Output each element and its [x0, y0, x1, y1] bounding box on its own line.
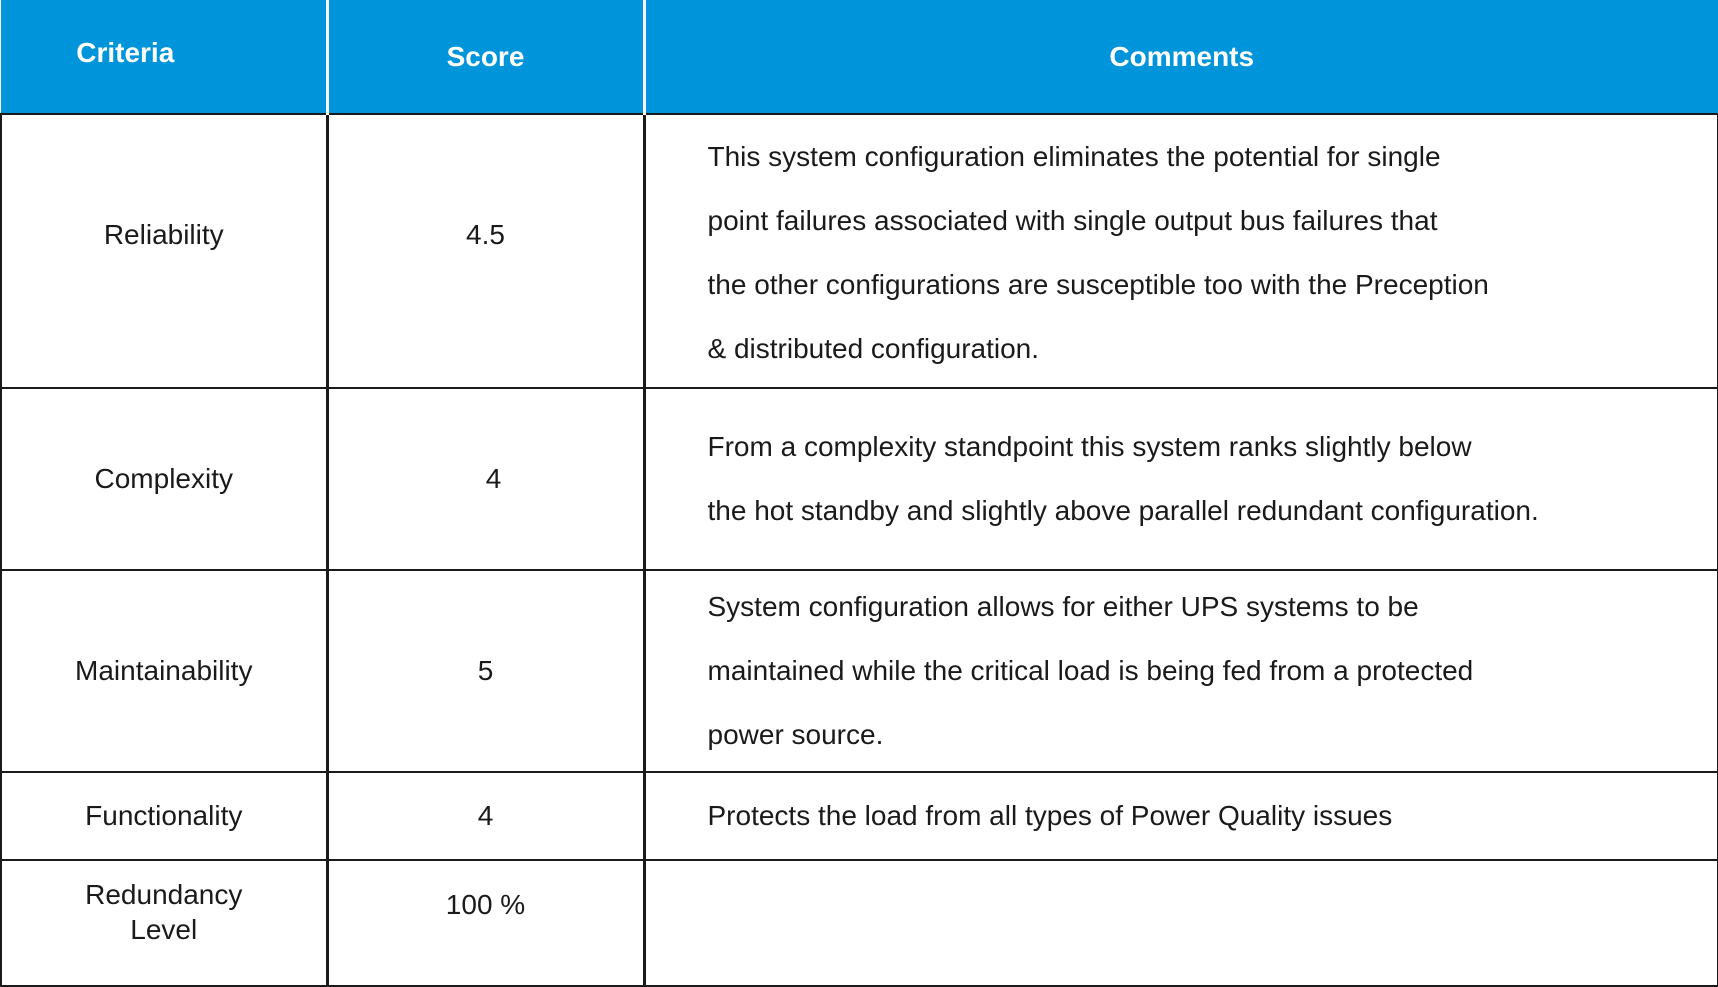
comment-line: the hot standby and slightly above parallel redundant configuration.	[707, 495, 1539, 526]
comment-line: From a complexity standpoint this system ranks slightly below	[707, 431, 1472, 462]
header-score-label: Score	[446, 40, 525, 72]
score-functionality: 4	[477, 800, 494, 831]
table-row	[1, 860, 1718, 986]
criteria-redundancy-line: Redundancy	[85, 879, 243, 910]
header-criteria	[1, 0, 327, 114]
criteria-cell	[1, 388, 327, 570]
comments-cell-empty	[644, 860, 1718, 986]
comments-cell	[644, 114, 1718, 388]
score-redundancy-level: 100 %	[445, 889, 526, 920]
comment-line: Protects the load from all types of Power Quality issues	[707, 800, 1393, 831]
criteria-cell	[1, 570, 327, 772]
header-comments	[644, 0, 1718, 114]
comment-line: & distributed configuration.	[707, 333, 1040, 364]
criteria-cell	[1, 772, 327, 860]
criteria-reliability: Reliability	[103, 219, 224, 250]
header-comments-label: Comments	[1109, 40, 1255, 72]
comment-line: maintained while the critical load is being fed from a protected	[707, 655, 1474, 686]
table-row	[1, 388, 1718, 570]
criteria-cell	[1, 114, 327, 388]
criteria-cell	[1, 860, 327, 986]
table-row	[1, 772, 1718, 860]
criteria-functionality: Functionality	[85, 800, 243, 831]
comments-cell	[644, 570, 1718, 772]
score-complexity: 4	[485, 463, 502, 494]
score-cell	[327, 860, 644, 986]
header-criteria-label: Criteria	[76, 36, 175, 68]
score-reliability: 4.5	[466, 219, 505, 250]
comments-cell	[644, 772, 1718, 860]
score-cell	[327, 570, 644, 772]
score-cell	[327, 772, 644, 860]
comment-line: This system configuration eliminates the potential for single	[707, 141, 1441, 172]
header-score	[327, 0, 644, 114]
table-row	[1, 114, 1718, 388]
score-cell	[327, 388, 644, 570]
comment-line: power source.	[707, 719, 884, 750]
score-cell	[327, 114, 644, 388]
comment-line: point failures associated with single output bus failures that	[707, 205, 1438, 236]
criteria-level-line: Level	[130, 914, 198, 945]
criteria-complexity: Complexity	[94, 463, 233, 494]
criteria-maintainability: Maintainability	[75, 655, 253, 686]
comment-line: System configuration allows for either UPS systems to be	[707, 591, 1419, 622]
score-maintainability: 5	[477, 655, 494, 686]
comments-cell	[644, 388, 1718, 570]
table-header-row	[1, 0, 1718, 114]
comment-line: the other configurations are susceptible too with the Preception	[707, 269, 1489, 300]
table-row	[1, 570, 1718, 772]
